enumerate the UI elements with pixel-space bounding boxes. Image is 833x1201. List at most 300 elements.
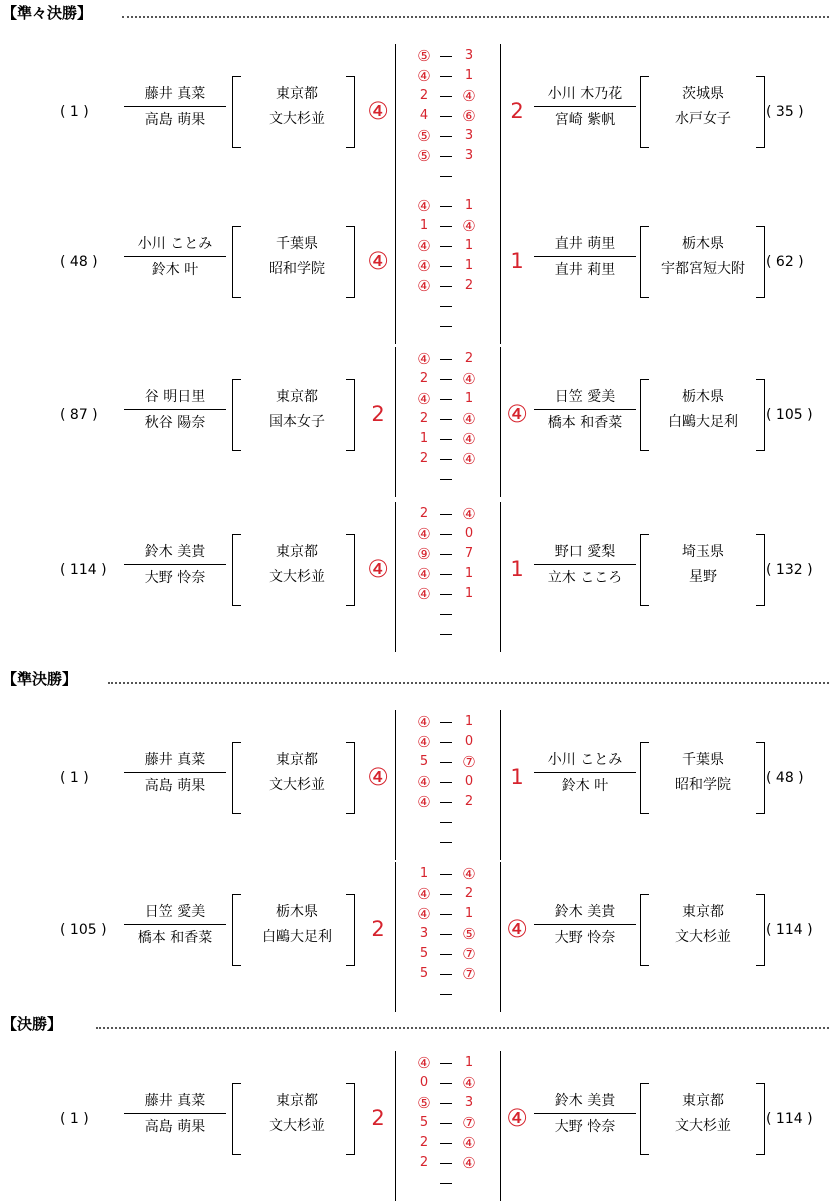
left-clubs bbox=[242, 385, 352, 434]
game-scores bbox=[412, 504, 482, 604]
left-club-1: 東京都 bbox=[276, 544, 318, 560]
game-dash-empty bbox=[440, 176, 452, 177]
right-clubs bbox=[648, 900, 758, 949]
game-dash-empty bbox=[440, 822, 452, 823]
match bbox=[0, 1051, 833, 1201]
right-players bbox=[534, 232, 636, 281]
game-dash-empty bbox=[440, 614, 452, 615]
right-seed: ( 48 ) bbox=[766, 770, 804, 786]
right-total-score: ④ bbox=[506, 400, 528, 428]
right-total-score: ④ bbox=[506, 915, 528, 943]
section-divider bbox=[122, 16, 829, 18]
game-dash bbox=[440, 286, 452, 287]
left-club-1: 東京都 bbox=[276, 1093, 318, 1109]
game-left-score: 4 bbox=[419, 108, 429, 123]
game-row bbox=[412, 544, 482, 564]
right-player-2: 直井 莉里 bbox=[554, 262, 616, 278]
center-line-right bbox=[500, 1051, 501, 1201]
right-player-2: 宮崎 紫帆 bbox=[554, 112, 616, 128]
left-clubs bbox=[242, 900, 352, 949]
left-players bbox=[124, 1089, 226, 1138]
right-club-1: 千葉県 bbox=[682, 752, 724, 768]
left-players bbox=[124, 540, 226, 589]
game-left-score: 1 bbox=[419, 218, 429, 233]
game-dash bbox=[440, 802, 452, 803]
left-club-2: 文大杉並 bbox=[269, 569, 325, 585]
center-line-left bbox=[395, 502, 396, 652]
game-right-score: 3 bbox=[464, 128, 474, 143]
game-right-score: ④ bbox=[462, 865, 476, 883]
game-left-score: ⑤ bbox=[417, 1094, 431, 1112]
game-dash-empty bbox=[440, 1183, 452, 1184]
game-left-score: 2 bbox=[419, 1155, 429, 1170]
left-bracket-open bbox=[232, 76, 241, 148]
game-dash bbox=[440, 56, 452, 57]
game-scores bbox=[412, 349, 482, 469]
game-right-score: ④ bbox=[462, 1154, 476, 1172]
game-row bbox=[412, 584, 482, 604]
game-left-score: 5 bbox=[419, 1115, 429, 1130]
game-right-score: ⑥ bbox=[462, 107, 476, 125]
right-bracket-close bbox=[756, 226, 765, 298]
center-line-left bbox=[395, 44, 396, 194]
game-dash-empty bbox=[440, 479, 452, 480]
game-row bbox=[412, 146, 482, 166]
left-players bbox=[124, 82, 226, 131]
game-row bbox=[412, 46, 482, 66]
game-scores bbox=[412, 864, 482, 984]
game-dash bbox=[440, 379, 452, 380]
right-player-2: 鈴木 叶 bbox=[561, 778, 609, 794]
left-club-2: 白鷗大足利 bbox=[262, 929, 332, 945]
game-row bbox=[412, 1053, 482, 1073]
game-dash-empty bbox=[440, 842, 452, 843]
left-club-2: 文大杉並 bbox=[269, 1118, 325, 1134]
right-club-2: 宇都宮短大附 bbox=[661, 261, 745, 277]
section-title: 【準決勝】 bbox=[2, 670, 78, 688]
section-divider bbox=[108, 682, 829, 684]
game-row bbox=[412, 924, 482, 944]
left-total-score: ④ bbox=[367, 97, 389, 125]
game-scores bbox=[412, 196, 482, 296]
game-left-score: ④ bbox=[417, 390, 431, 408]
game-dash bbox=[440, 742, 452, 743]
game-row bbox=[412, 1073, 482, 1093]
right-clubs bbox=[648, 540, 758, 589]
game-left-score: ④ bbox=[417, 350, 431, 368]
left-players bbox=[124, 900, 226, 949]
game-right-score: ④ bbox=[462, 450, 476, 468]
center-line-right bbox=[500, 347, 501, 497]
game-right-score: 1 bbox=[464, 258, 474, 273]
game-right-score: 1 bbox=[464, 906, 474, 921]
game-dash bbox=[440, 156, 452, 157]
right-player-1: 野口 愛梨 bbox=[534, 540, 636, 565]
left-seed: ( 1 ) bbox=[60, 1111, 89, 1127]
game-left-score: ⑨ bbox=[417, 545, 431, 563]
game-dash bbox=[440, 96, 452, 97]
left-club-1: 千葉県 bbox=[276, 236, 318, 252]
game-dash bbox=[440, 762, 452, 763]
game-left-score: 3 bbox=[419, 926, 429, 941]
game-dash bbox=[440, 934, 452, 935]
game-row bbox=[412, 369, 482, 389]
game-left-score: 5 bbox=[419, 966, 429, 981]
right-club-1: 東京都 bbox=[682, 1093, 724, 1109]
right-bracket-close bbox=[756, 76, 765, 148]
right-club-2: 白鷗大足利 bbox=[668, 414, 738, 430]
right-players bbox=[534, 748, 636, 797]
right-club-2: 文大杉並 bbox=[675, 1118, 731, 1134]
left-player-1: 小川 ことみ bbox=[124, 232, 226, 257]
match bbox=[0, 502, 833, 652]
right-total-score: 1 bbox=[510, 765, 524, 789]
game-dash bbox=[440, 574, 452, 575]
game-dash bbox=[440, 1123, 452, 1124]
game-row bbox=[412, 106, 482, 126]
game-left-score: 2 bbox=[419, 506, 429, 521]
game-dash bbox=[440, 206, 452, 207]
game-left-score: 2 bbox=[419, 451, 429, 466]
right-bracket-close bbox=[756, 1083, 765, 1155]
left-seed: ( 1 ) bbox=[60, 104, 89, 120]
game-left-score: ④ bbox=[417, 585, 431, 603]
game-dash-empty bbox=[440, 326, 452, 327]
right-player-1: 小川 ことみ bbox=[534, 748, 636, 773]
game-right-score: ⑦ bbox=[462, 965, 476, 983]
left-bracket-open bbox=[232, 534, 241, 606]
game-row bbox=[412, 66, 482, 86]
game-row bbox=[412, 752, 482, 772]
left-player-1: 鈴木 美貴 bbox=[124, 540, 226, 565]
left-seed: ( 87 ) bbox=[60, 407, 98, 423]
center-line-left bbox=[395, 862, 396, 1012]
left-bracket-open bbox=[232, 379, 241, 451]
right-player-2: 大野 怜奈 bbox=[554, 930, 616, 946]
right-club-2: 文大杉並 bbox=[675, 929, 731, 945]
game-left-score: ④ bbox=[417, 565, 431, 583]
left-total-score: 2 bbox=[371, 402, 385, 426]
left-player-1: 谷 明日里 bbox=[124, 385, 226, 410]
left-player-2: 鈴木 叶 bbox=[151, 262, 199, 278]
game-dash bbox=[440, 554, 452, 555]
game-row bbox=[412, 1113, 482, 1133]
left-club-2: 文大杉並 bbox=[269, 111, 325, 127]
left-bracket-open bbox=[232, 1083, 241, 1155]
game-left-score: ④ bbox=[417, 733, 431, 751]
right-player-2: 大野 怜奈 bbox=[554, 1119, 616, 1135]
game-right-score: ④ bbox=[462, 410, 476, 428]
game-row bbox=[412, 216, 482, 236]
match bbox=[0, 194, 833, 344]
game-row bbox=[412, 236, 482, 256]
game-row bbox=[412, 276, 482, 296]
game-dash bbox=[440, 514, 452, 515]
game-right-score: 7 bbox=[464, 546, 474, 561]
left-player-1: 藤井 真菜 bbox=[124, 748, 226, 773]
left-bracket-open bbox=[232, 742, 241, 814]
left-seed: ( 1 ) bbox=[60, 770, 89, 786]
game-row bbox=[412, 904, 482, 924]
game-left-score: ⑤ bbox=[417, 147, 431, 165]
left-total-score: 2 bbox=[371, 1106, 385, 1130]
game-scores bbox=[412, 712, 482, 812]
game-row bbox=[412, 196, 482, 216]
left-total-score: ④ bbox=[367, 555, 389, 583]
game-right-score: ④ bbox=[462, 505, 476, 523]
game-left-score: ④ bbox=[417, 885, 431, 903]
right-players bbox=[534, 900, 636, 949]
left-club-2: 文大杉並 bbox=[269, 777, 325, 793]
game-right-score: ⑤ bbox=[462, 925, 476, 943]
game-left-score: ④ bbox=[417, 713, 431, 731]
section-divider bbox=[96, 1027, 829, 1029]
game-dash-empty bbox=[440, 994, 452, 995]
right-players bbox=[534, 82, 636, 131]
left-club-2: 昭和学院 bbox=[269, 261, 325, 277]
game-dash-empty bbox=[440, 306, 452, 307]
right-seed: ( 114 ) bbox=[766, 1111, 813, 1127]
game-right-score: 2 bbox=[464, 278, 474, 293]
right-player-1: 小川 木乃花 bbox=[534, 82, 636, 107]
left-clubs bbox=[242, 748, 352, 797]
game-dash bbox=[440, 246, 452, 247]
right-club-1: 東京都 bbox=[682, 904, 724, 920]
game-dash bbox=[440, 76, 452, 77]
game-right-score: ⑦ bbox=[462, 753, 476, 771]
game-dash bbox=[440, 1083, 452, 1084]
game-dash bbox=[440, 266, 452, 267]
game-right-score: 0 bbox=[464, 734, 474, 749]
right-club-1: 茨城県 bbox=[682, 86, 724, 102]
right-seed: ( 62 ) bbox=[766, 254, 804, 270]
right-players bbox=[534, 540, 636, 589]
right-bracket-close bbox=[756, 894, 765, 966]
game-dash bbox=[440, 399, 452, 400]
left-clubs bbox=[242, 1089, 352, 1138]
left-club-1: 東京都 bbox=[276, 752, 318, 768]
left-club-2: 国本女子 bbox=[269, 414, 325, 430]
game-row bbox=[412, 449, 482, 469]
game-row bbox=[412, 1153, 482, 1173]
right-total-score: ④ bbox=[506, 1104, 528, 1132]
game-row bbox=[412, 712, 482, 732]
right-clubs bbox=[648, 1089, 758, 1138]
left-player-1: 藤井 真菜 bbox=[124, 1089, 226, 1114]
left-clubs bbox=[242, 232, 352, 281]
match bbox=[0, 347, 833, 497]
right-total-score: 2 bbox=[510, 99, 524, 123]
left-player-2: 高島 萌果 bbox=[144, 112, 206, 128]
game-right-score: ④ bbox=[462, 370, 476, 388]
center-line-left bbox=[395, 194, 396, 344]
game-right-score: 0 bbox=[464, 526, 474, 541]
right-seed: ( 105 ) bbox=[766, 407, 813, 423]
game-right-score: 1 bbox=[464, 566, 474, 581]
game-dash bbox=[440, 419, 452, 420]
right-player-1: 日笠 愛美 bbox=[534, 385, 636, 410]
game-dash bbox=[440, 359, 452, 360]
left-bracket-close bbox=[346, 894, 355, 966]
left-player-2: 高島 萌果 bbox=[144, 778, 206, 794]
game-row bbox=[412, 792, 482, 812]
left-total-score: ④ bbox=[367, 763, 389, 791]
section-header bbox=[0, 668, 829, 690]
game-scores bbox=[412, 46, 482, 166]
left-total-score: 2 bbox=[371, 917, 385, 941]
center-line-right bbox=[500, 862, 501, 1012]
right-bracket-close bbox=[756, 379, 765, 451]
left-players bbox=[124, 232, 226, 281]
right-player-2: 橋本 和香菜 bbox=[547, 415, 623, 431]
center-line-right bbox=[500, 710, 501, 860]
game-right-score: ④ bbox=[462, 430, 476, 448]
game-right-score: ④ bbox=[462, 1134, 476, 1152]
right-club-1: 栃木県 bbox=[682, 389, 724, 405]
game-right-score: ④ bbox=[462, 1074, 476, 1092]
game-right-score: 1 bbox=[464, 1055, 474, 1070]
game-right-score: 3 bbox=[464, 48, 474, 63]
center-line-left bbox=[395, 710, 396, 860]
game-right-score: 3 bbox=[464, 148, 474, 163]
match bbox=[0, 710, 833, 860]
game-right-score: ④ bbox=[462, 217, 476, 235]
game-dash bbox=[440, 439, 452, 440]
right-seed: ( 114 ) bbox=[766, 922, 813, 938]
left-seed: ( 48 ) bbox=[60, 254, 98, 270]
game-right-score: 2 bbox=[464, 794, 474, 809]
right-player-1: 鈴木 美貴 bbox=[534, 1089, 636, 1114]
game-left-score: ④ bbox=[417, 773, 431, 791]
game-left-score: ⑤ bbox=[417, 127, 431, 145]
left-bracket-close bbox=[346, 1083, 355, 1155]
game-left-score: 2 bbox=[419, 411, 429, 426]
game-row bbox=[412, 772, 482, 792]
left-players bbox=[124, 748, 226, 797]
game-row bbox=[412, 256, 482, 276]
game-right-score: 3 bbox=[464, 1095, 474, 1110]
game-left-score: ④ bbox=[417, 67, 431, 85]
game-left-score: ④ bbox=[417, 793, 431, 811]
right-bracket-close bbox=[756, 742, 765, 814]
game-dash bbox=[440, 894, 452, 895]
right-bracket-close bbox=[756, 534, 765, 606]
right-player-1: 直井 萌里 bbox=[534, 232, 636, 257]
game-right-score: 1 bbox=[464, 68, 474, 83]
center-line-right bbox=[500, 194, 501, 344]
game-right-score: ⑦ bbox=[462, 1114, 476, 1132]
right-seed: ( 35 ) bbox=[766, 104, 804, 120]
left-player-1: 日笠 愛美 bbox=[124, 900, 226, 925]
game-right-score: ④ bbox=[462, 87, 476, 105]
game-right-score: 1 bbox=[464, 238, 474, 253]
match bbox=[0, 862, 833, 1012]
game-left-score: ④ bbox=[417, 1054, 431, 1072]
game-row bbox=[412, 944, 482, 964]
game-right-score: 1 bbox=[464, 586, 474, 601]
game-dash bbox=[440, 594, 452, 595]
game-dash-empty bbox=[440, 634, 452, 635]
left-player-2: 大野 怜奈 bbox=[144, 570, 206, 586]
game-left-score: ④ bbox=[417, 237, 431, 255]
game-dash bbox=[440, 459, 452, 460]
game-row bbox=[412, 86, 482, 106]
left-club-1: 東京都 bbox=[276, 86, 318, 102]
left-bracket-close bbox=[346, 534, 355, 606]
game-dash bbox=[440, 1063, 452, 1064]
game-dash bbox=[440, 874, 452, 875]
right-players bbox=[534, 1089, 636, 1138]
game-left-score: 1 bbox=[419, 431, 429, 446]
left-bracket-close bbox=[346, 742, 355, 814]
game-row bbox=[412, 389, 482, 409]
game-left-score: ④ bbox=[417, 525, 431, 543]
game-row bbox=[412, 504, 482, 524]
left-total-score: ④ bbox=[367, 247, 389, 275]
game-dash bbox=[440, 782, 452, 783]
left-clubs bbox=[242, 540, 352, 589]
game-row bbox=[412, 1093, 482, 1113]
game-dash bbox=[440, 116, 452, 117]
game-left-score: ④ bbox=[417, 257, 431, 275]
left-player-1: 藤井 真菜 bbox=[124, 82, 226, 107]
game-left-score: 0 bbox=[419, 1075, 429, 1090]
left-club-1: 東京都 bbox=[276, 389, 318, 405]
right-players bbox=[534, 385, 636, 434]
section-header bbox=[0, 1013, 829, 1035]
left-players bbox=[124, 385, 226, 434]
left-player-2: 橋本 和香菜 bbox=[137, 930, 213, 946]
right-clubs bbox=[648, 82, 758, 131]
game-row bbox=[412, 884, 482, 904]
match bbox=[0, 44, 833, 194]
game-row bbox=[412, 126, 482, 146]
game-row bbox=[412, 564, 482, 584]
left-player-2: 高島 萌果 bbox=[144, 1119, 206, 1135]
center-line-left bbox=[395, 347, 396, 497]
left-seed: ( 114 ) bbox=[60, 562, 107, 578]
game-left-score: 1 bbox=[419, 866, 429, 881]
game-dash bbox=[440, 974, 452, 975]
left-bracket-open bbox=[232, 894, 241, 966]
right-club-1: 埼玉県 bbox=[682, 544, 724, 560]
game-left-score: ⑤ bbox=[417, 47, 431, 65]
left-bracket-open bbox=[232, 226, 241, 298]
game-dash bbox=[440, 136, 452, 137]
game-left-score: ④ bbox=[417, 197, 431, 215]
left-bracket-close bbox=[346, 226, 355, 298]
game-left-score: 5 bbox=[419, 946, 429, 961]
game-left-score: ④ bbox=[417, 277, 431, 295]
right-total-score: 1 bbox=[510, 557, 524, 581]
right-clubs bbox=[648, 232, 758, 281]
game-dash bbox=[440, 534, 452, 535]
game-dash bbox=[440, 722, 452, 723]
game-row bbox=[412, 349, 482, 369]
right-club-1: 栃木県 bbox=[682, 236, 724, 252]
center-line-right bbox=[500, 44, 501, 194]
right-clubs bbox=[648, 385, 758, 434]
game-row bbox=[412, 429, 482, 449]
game-right-score: 2 bbox=[464, 351, 474, 366]
game-dash bbox=[440, 954, 452, 955]
left-bracket-close bbox=[346, 76, 355, 148]
section-title: 【決勝】 bbox=[2, 1015, 63, 1033]
game-right-score: ⑦ bbox=[462, 945, 476, 963]
right-total-score: 1 bbox=[510, 249, 524, 273]
game-dash bbox=[440, 226, 452, 227]
game-right-score: 1 bbox=[464, 391, 474, 406]
